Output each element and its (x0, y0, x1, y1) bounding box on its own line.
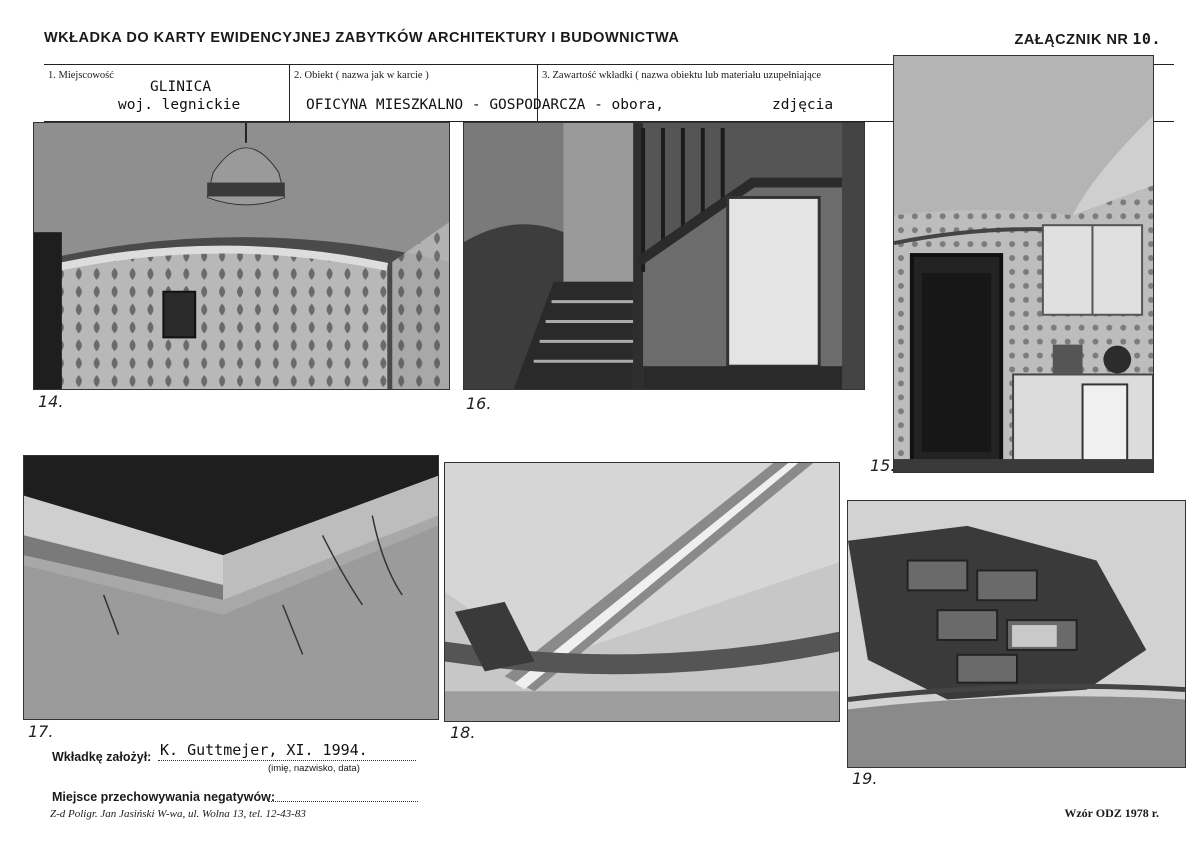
annex-label (1014, 30, 1161, 48)
photo-18-number: 18. (450, 723, 476, 742)
contents-cell (538, 65, 918, 123)
photo-19 (847, 500, 1186, 768)
photo-15 (893, 55, 1154, 473)
photo-18 (444, 462, 840, 722)
photo-16 (463, 122, 865, 390)
photo-15-number: 15. (870, 456, 896, 475)
photo-16-image (464, 123, 864, 389)
locality-value: GLINICA (150, 79, 212, 95)
founded-by-dotted-line (158, 760, 416, 761)
object-label: 2. Obiekt ( nazwa jak w karcie ) (294, 70, 429, 81)
founded-by-hint: (imię, nazwisko, data) (268, 763, 360, 774)
annex-number: 10. (1132, 30, 1161, 48)
photo-17-image (24, 456, 438, 719)
photo-19-number: 19. (852, 769, 878, 788)
photo-14-number: 14. (38, 392, 64, 411)
negatives-location-dotted-line (268, 801, 418, 802)
voivodeship-value: woj. legnickie (118, 97, 241, 113)
photo-16-number: 16. (466, 394, 492, 413)
contents-label: 3. Zawartość wkładki ( nazwa obiektu lub materiału uzupełniające (542, 70, 822, 81)
photo-14 (33, 122, 450, 390)
form-title: WKŁADKA DO KARTY EWIDENCYJNEJ ZABYTKÓW ARCHITEKTURY I BUDOWNICTWA (44, 30, 680, 46)
negatives-location-label: Miejsce przechowywania negatywów: (52, 790, 275, 804)
form-model: Wzór ODZ 1978 r. (1064, 806, 1159, 820)
object-cell (290, 65, 664, 123)
photo-18-image (445, 463, 839, 721)
locality-cell (44, 65, 290, 123)
object-value: OFICYNA MIESZKALNO - GOSPODARCZA - obora, (306, 97, 664, 113)
photo-19-image (848, 501, 1185, 767)
annex-label-text: ZAŁĄCZNIK NR (1014, 32, 1129, 48)
locality-label: 1. Miejscowość (48, 70, 114, 81)
photo-17 (23, 455, 439, 720)
founded-by-label: Wkładkę założył: (52, 750, 152, 764)
contents-value: zdjęcia (772, 97, 834, 113)
photo-15-image (894, 56, 1153, 472)
printer-imprint: Z-d Poligr. Jan Jasiński W-wa, ul. Wolna 13, tel. 12-43-83 (50, 808, 306, 820)
photo-17-number: 17. (28, 722, 54, 741)
photo-14-image (34, 123, 449, 389)
founded-by-value: K. Guttmejer, XI. 1994. (160, 741, 368, 759)
